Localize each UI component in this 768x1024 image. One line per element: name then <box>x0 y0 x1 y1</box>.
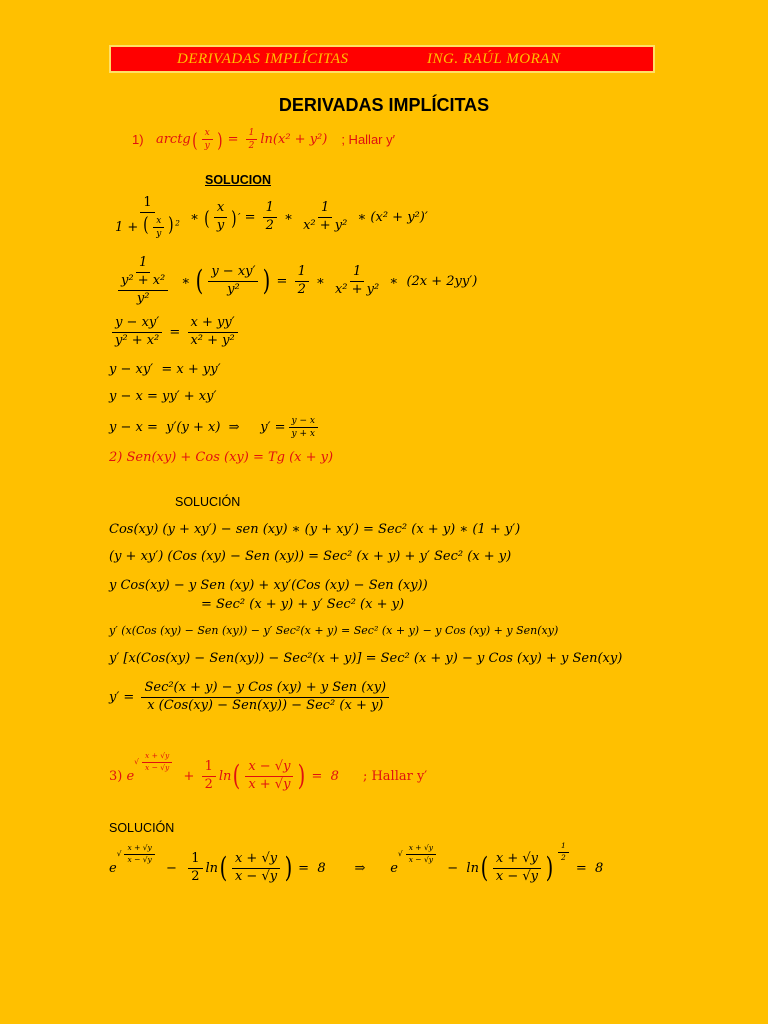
problem2-line3a: y Cos(xy) − y Sen (xy) + xy′(Cos (xy) − Sen (xy)) <box>109 578 428 593</box>
page-title: DERIVADAS IMPLÍCITAS <box>278 95 490 115</box>
problem3-step1: e √ $\frac{x + √y}{x - √y}$ − $\frac{1}{2}$ ln ( $\frac{x + √y}{x - √y}$ ) = 8 ⇒ e √ $\frac{x + √y}{x - √y}$ − ln ( $\frac{x + √y}{x - √y}$ ) $\frac{1}{2}$ = 8 <box>109 841 604 885</box>
problem1-statement: 1) arctg ( $\frac{x}{y}$ ) = $\frac{1}{2}$ ln(x² + y²) ; Hallar y′ <box>132 127 396 152</box>
problem3-number: 3) <box>109 768 123 784</box>
problem1-number: 1) <box>132 132 144 148</box>
problem1-step4: y − xy′ = x + yy′ <box>109 362 221 377</box>
problem2-result <box>109 681 392 714</box>
problem1-step5: y − x = yy′ + xy′ <box>109 389 217 404</box>
banner-title: DERIVADAS IMPLÍCITAS <box>177 51 349 67</box>
problem1-step2: $\frac{1}{\frac{\text{y² + x²}}{\text{y²}}}$ ∗ ( $\frac{y - xy'}{\text{y²}}$ ) = $\frac{1}{2}$ ∗ $\frac{1}{\text{x² + y²}}$ ∗ (2x + 2yy′) <box>109 256 477 307</box>
problem1-solution-label: SOLUCION <box>205 173 271 187</box>
problem2-result-denominator: x (Cos(xy) − Sen(xy)) − Sec² (x + y) <box>147 697 384 713</box>
problem2-statement: 2) Sen(xy) + Cos (xy) = Tg (x + y) <box>109 450 334 465</box>
header-banner <box>109 45 655 73</box>
problem2-line3b: = Sec² (x + y) + y′ Sec² (x + y) <box>201 597 405 612</box>
problem2-line2: (y + xy′) (Cos (xy) − Sen (xy)) = Sec² (x + y) + y′ Sec² (x + y) <box>109 549 512 564</box>
problem2-line4: y′ (x(Cos (xy) − Sen (xy)) − y′ Sec²(x + y) = Sec² (x + y) − y Cos (xy) + y Sen(xy) <box>109 624 559 637</box>
problem2-line1: Cos(xy) (y + xy′) − sen (xy) ∗ (y + xy′) = Sec² (x + y) ∗ (1 + y′) <box>109 522 521 537</box>
problem3-solution-label: SOLUCIÓN <box>109 821 175 835</box>
problem3-hint: ; Hallar y′ <box>362 768 428 784</box>
problem1-step1: 1 1 + ( $\frac{x}{y}$ )$^2$ ∗ ( $\frac{x}{y}$ ) ′ = $\frac{1}{2}$ ∗ $\frac{1}{\text{x² + y²}}$ ∗ (x² + y²)′ <box>115 195 428 239</box>
problem2-line5: y′ [x(Cos(xy) − Sen(xy)) − Sec²(x + y)] = Sec² (x + y) − y Cos (xy) + y Sen(xy) <box>109 651 623 666</box>
problem2-result-lhs: y′ = <box>109 689 135 705</box>
problem2-solution-label: SOLUCIÓN <box>175 495 241 509</box>
banner-author: ING. RAÚL MORAN <box>427 51 561 67</box>
problem3-statement: 3) e √ $\frac{x + √y}{x - √y}$ + $\frac{1}{2}$ ln ( $\frac{x - √y}{x + √y}$ ) = 8 ; Hallar y′ <box>109 751 428 793</box>
problem1-step3: $\frac{y - xy'}{\text{y² + x²}}$ = $\frac{x + yy'}{\text{x² + y²}}$ <box>109 316 241 349</box>
problem2-result-numerator: Sec²(x + y) − y Cos (xy) + y Sen (xy) <box>141 681 389 698</box>
problem1-hint: ; Hallar y′ <box>341 132 396 148</box>
problem1-result: y − x = y′(y + x) ⇒ y′ = $\frac{y - x}{y + x}$ <box>109 416 321 440</box>
